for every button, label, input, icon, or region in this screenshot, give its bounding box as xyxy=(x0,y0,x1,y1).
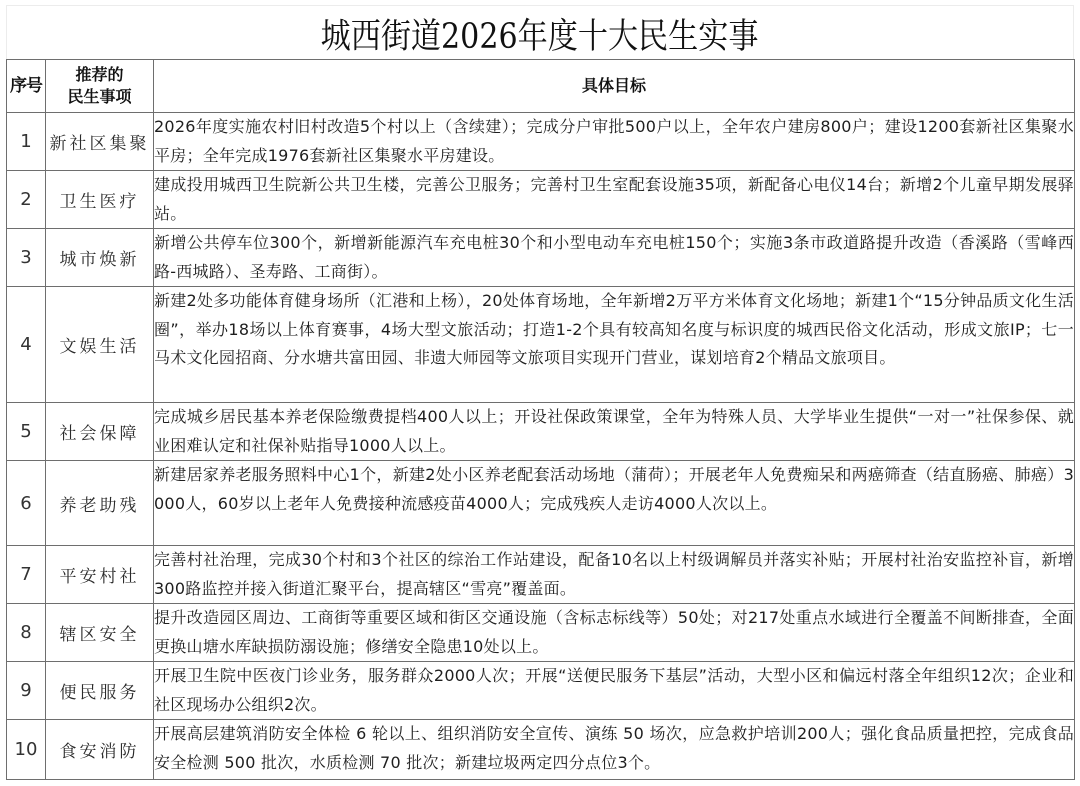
row-livelihood-item: 食安消防 xyxy=(46,720,154,780)
row-serial-number: 5 xyxy=(7,403,46,461)
row-serial-number: 8 xyxy=(7,604,46,662)
row-specific-goal-cell xyxy=(154,171,1075,229)
table-row xyxy=(7,546,1075,604)
row-specific-goal-text: 新建居家养老服务照料中心1个，新建2处小区养老配套活动场地（蒲荷）；开展老年人免费痴呆和两癌筛查（结直肠癌、肺癌）3000人，60岁以上老年人免费接种流感疫苗4000人；完成残疾人走访4000人次以上。 xyxy=(154,465,1074,513)
table-row xyxy=(7,403,1075,461)
row-serial-number: 1 xyxy=(7,113,46,171)
row-livelihood-item: 社会保障 xyxy=(46,403,154,461)
row-specific-goal-text: 新建2处多功能体育健身场所（汇港和上杨），20处体育场地，全年新增2万平方米体育文化场地；新建1个“15分钟品质文化生活圈”，举办18场以上体育赛事，4场大型文旅活动；打造1-2个具有较高知名度与标识度的城西民俗文化活动，形成文旅IP；七一马术文化园招商、分水塘共富田园、非遗大师园等文旅项目实现开门营业，谋划培育2个精品文旅项目。 xyxy=(154,291,1074,367)
row-specific-goal-cell xyxy=(154,604,1075,662)
table-row xyxy=(7,604,1075,662)
row-specific-goal-text: 建成投用城西卫生院新公共卫生楼，完善公卫服务；完善村卫生室配套设施35项，新配备心电仪14台；新增2个儿童早期发展驿站。 xyxy=(154,175,1074,223)
row-specific-goal-cell xyxy=(154,403,1075,461)
table-row xyxy=(7,229,1075,287)
row-specific-goal-text: 新增公共停车位300个，新增新能源汽车充电桩30个和小型电动车充电桩150个；实施3条市政道路提升改造（香溪路（雪峰西路-西城路）、圣寿路、工商街）。 xyxy=(154,233,1074,281)
row-specific-goal-cell xyxy=(154,461,1075,546)
row-specific-goal-text: 开展高层建筑消防安全体检 6 轮以上、组织消防安全宣传、演练 50 场次，应急救护培训200人；强化食品质量把控，完成食品安全检测 500 批次，水质检测 70 批次；新建垃圾两定四分点位3个。 xyxy=(154,724,1074,772)
row-serial-number: 2 xyxy=(7,171,46,229)
row-livelihood-item: 卫生医疗 xyxy=(46,171,154,229)
row-specific-goal-cell xyxy=(154,113,1075,171)
header-recommended-item-line1: 推荐的 xyxy=(75,65,124,84)
row-specific-goal-text: 开展卫生院中医夜门诊业务，服务群众2000人次；开展“送便民服务下基层”活动，大型小区和偏远村落全年组织12次；企业和社区现场办公组织2次。 xyxy=(154,666,1074,714)
header-specific-goals: 具体目标 xyxy=(154,60,1075,113)
row-specific-goal-cell xyxy=(154,662,1075,720)
title-bar xyxy=(6,5,1074,59)
row-livelihood-item: 文娱生活 xyxy=(46,287,154,403)
table-row xyxy=(7,662,1075,720)
row-serial-number: 7 xyxy=(7,546,46,604)
row-livelihood-item: 新社区集聚 xyxy=(46,113,154,171)
document-title: 城西街道2026年度十大民生实事 xyxy=(321,16,759,57)
row-specific-goal-text: 提升改造园区周边、工商街等重要区域和街区交通设施（含标志标线等）50处；对217处重点水域进行全覆盖不间断排查，全面更换山塘水库缺损防溺设施；修缮安全隐患10处以上。 xyxy=(154,608,1074,656)
row-serial-number: 3 xyxy=(7,229,46,287)
header-recommended-item xyxy=(46,60,154,113)
document-sheet xyxy=(6,5,1074,781)
header-serial-number: 序号 xyxy=(7,60,46,113)
table-row xyxy=(7,461,1075,546)
row-specific-goal-text: 完善村社治理，完成30个村和3个社区的综治工作站建设，配备10名以上村级调解员并落实补贴；开展村社治安监控补盲，新增300路监控并接入街道汇聚平台，提高辖区“雪亮”覆盖面。 xyxy=(154,550,1074,598)
row-specific-goal-cell xyxy=(154,546,1075,604)
table-row xyxy=(7,113,1075,171)
row-livelihood-item: 养老助残 xyxy=(46,461,154,546)
row-serial-number: 10 xyxy=(7,720,46,780)
table-row xyxy=(7,287,1075,403)
table-row xyxy=(7,171,1075,229)
row-specific-goal-cell xyxy=(154,287,1075,403)
row-specific-goal-text: 2026年度实施农村旧村改造5个村以上（含续建）；完成分户审批500户以上，全年农户建房800户；建设1200套新社区集聚水平房；全年完成1976套新社区集聚水平房建设。 xyxy=(154,117,1074,165)
header-recommended-item-line2: 民生事项 xyxy=(67,87,132,106)
livelihood-projects-table xyxy=(6,59,1075,780)
row-livelihood-item: 辖区安全 xyxy=(46,604,154,662)
row-specific-goal-cell xyxy=(154,720,1075,780)
row-serial-number: 4 xyxy=(7,287,46,403)
row-specific-goal-cell xyxy=(154,229,1075,287)
row-livelihood-item: 平安村社 xyxy=(46,546,154,604)
table-header-row xyxy=(7,60,1075,113)
row-serial-number: 9 xyxy=(7,662,46,720)
table-row xyxy=(7,720,1075,780)
row-specific-goal-text: 完成城乡居民基本养老保险缴费提档400人以上；开设社保政策课堂，全年为特殊人员、大学毕业生提供“一对一”社保参保、就业困难认定和社保补贴指导1000人以上。 xyxy=(154,407,1074,455)
row-serial-number: 6 xyxy=(7,461,46,546)
row-livelihood-item: 便民服务 xyxy=(46,662,154,720)
row-livelihood-item: 城市焕新 xyxy=(46,229,154,287)
